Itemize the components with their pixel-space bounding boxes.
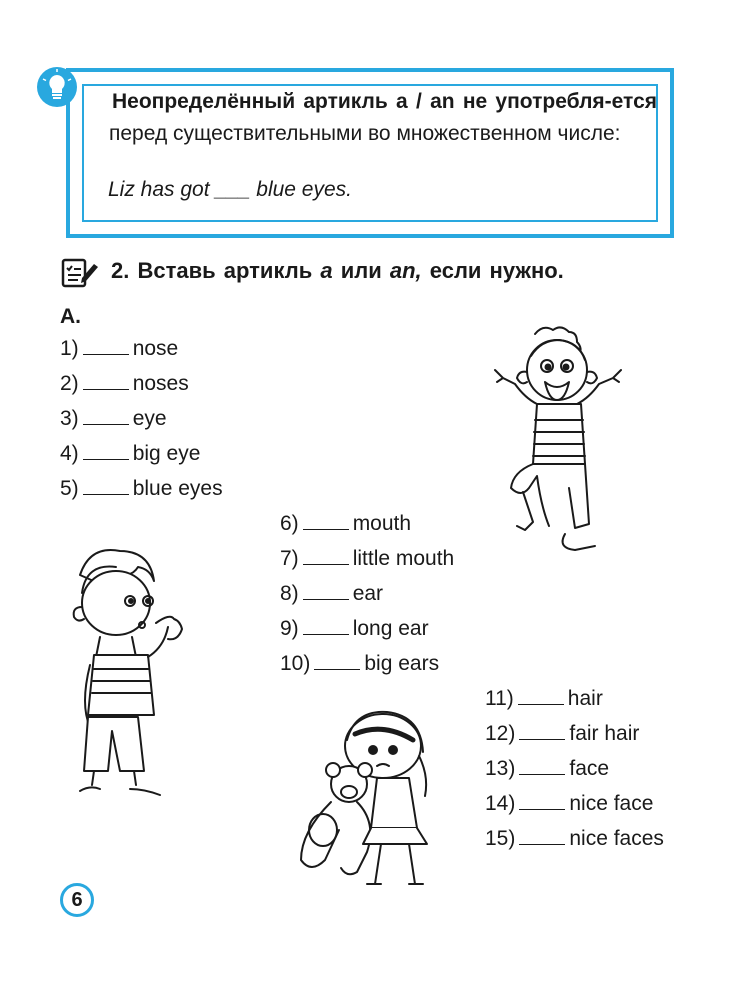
thinking-boy-illustration	[60, 545, 200, 805]
exercise-item: 9) long ear	[280, 617, 429, 640]
answer-blank[interactable]	[83, 458, 129, 460]
exercise-item: 1) nose	[60, 337, 179, 360]
exercise-item: 15) nice faces	[485, 827, 664, 850]
exercise-item: 14) nice face	[485, 792, 654, 815]
exercise-item: 3) eye	[60, 407, 167, 430]
answer-blank[interactable]	[519, 773, 565, 775]
exercise-item: 6) mouth	[280, 512, 412, 535]
exercise-item: 7) little mouth	[280, 547, 455, 570]
answer-blank[interactable]	[303, 528, 349, 530]
rule-example: Liz has got ___ blue eyes.	[108, 178, 353, 201]
exercise-item: 10) big ears	[280, 652, 440, 675]
answer-blank[interactable]	[83, 388, 129, 390]
boy-making-face-illustration	[485, 322, 635, 567]
exercise-item: 2) noses	[60, 372, 189, 395]
rule-text	[109, 86, 657, 150]
rule-bold-text: Неопределённый артикль a / an не употребля-ется	[112, 90, 657, 113]
exercise-item: 11) hair	[485, 687, 603, 710]
section-label: A.	[60, 305, 81, 328]
answer-blank[interactable]	[519, 843, 565, 845]
answer-blank[interactable]	[303, 598, 349, 600]
answer-blank[interactable]	[83, 423, 129, 425]
answer-blank[interactable]	[518, 703, 564, 705]
task-title	[111, 258, 564, 284]
exercise-item: 12) fair hair	[485, 722, 640, 745]
exercise-item: 4) big eye	[60, 442, 201, 465]
answer-blank[interactable]	[314, 668, 360, 670]
answer-blank[interactable]	[303, 563, 349, 565]
answer-blank[interactable]	[519, 738, 565, 740]
pencil-notepad-icon	[60, 254, 100, 290]
page-number: 6	[60, 883, 94, 917]
task-article-a: a	[320, 258, 333, 283]
task-number: 2.	[111, 258, 130, 283]
task-or: или	[332, 258, 390, 283]
answer-blank[interactable]	[83, 353, 129, 355]
answer-blank[interactable]	[519, 808, 565, 810]
girl-with-teddy-illustration	[285, 708, 455, 893]
exercise-item: 13) face	[485, 757, 610, 780]
task-text-after: если нужно.	[421, 258, 564, 283]
lightbulb-icon	[36, 66, 78, 108]
task-article-an: an,	[389, 258, 422, 283]
task-text-before: Вставь артикль	[137, 258, 321, 283]
answer-blank[interactable]	[303, 633, 349, 635]
rule-rest-text: перед существительными во множественном числе:	[109, 122, 621, 145]
exercise-item: 8) ear	[280, 582, 384, 605]
exercise-item: 5) blue eyes	[60, 477, 223, 500]
answer-blank[interactable]	[83, 493, 129, 495]
